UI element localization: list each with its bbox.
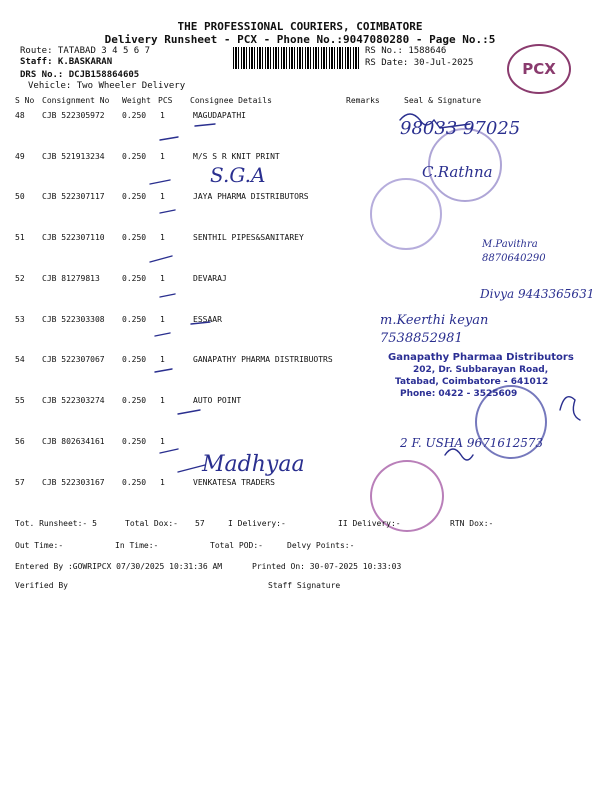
entered-by: Entered By :GOWRIPCX 07/30/2025 10:31:36 AM: [15, 562, 223, 571]
row-weight: 0.250: [122, 478, 147, 487]
col-consignment: Consignment No: [42, 96, 110, 105]
row-consignee: SENTHIL PIPES&SANITAREY: [193, 233, 304, 242]
row-consignment: CJB 521913234: [42, 152, 105, 161]
row-consignee: ESSAAR: [193, 315, 222, 324]
row-consignee: JAYA PHARMA DISTRIBUTORS: [193, 192, 309, 201]
row-pcs: 1: [160, 355, 165, 364]
tot-runsheet: Tot. Runsheet:- 5: [15, 519, 97, 528]
row-sno: 49: [15, 152, 25, 161]
row-sno: 56: [15, 437, 25, 446]
row-sno: 51: [15, 233, 25, 242]
tick-mark: [178, 410, 200, 414]
i-delivery: I Delivery:-: [228, 519, 286, 528]
row-consignee: GANAPATHY PHARMA DISTRIBUOTRS: [193, 355, 333, 364]
rs-number: RS No.: 1588646: [365, 46, 447, 56]
row-consignee: AUTO POINT: [193, 396, 242, 405]
printed-on: Printed On: 30-07-2025 10:33:03: [252, 562, 402, 571]
row-sno: 53: [15, 315, 25, 324]
row-pcs: 1: [160, 437, 165, 446]
seal-stamp: [370, 178, 442, 250]
tick-mark: [160, 294, 175, 297]
row-sno: 50: [15, 192, 25, 201]
row-sno: 55: [15, 396, 25, 405]
row-consignment: CJB 522307117: [42, 192, 105, 201]
row-pcs: 1: [160, 274, 165, 283]
row-sno: 57: [15, 478, 25, 487]
row-pcs: 1: [160, 111, 165, 120]
handwriting-52: Divya 9443365631: [480, 287, 595, 301]
row-weight: 0.250: [122, 192, 147, 201]
handwriting-phone-48: 98033 97025: [400, 118, 521, 139]
row-weight: 0.250: [122, 152, 147, 161]
tick-mark: [191, 322, 210, 324]
dist-stamp-addr1: 202, Dr. Subbarayan Road,: [413, 365, 549, 375]
col-pcs: PCS: [158, 96, 173, 105]
rs-date: RS Date: 30-Jul-2025: [365, 58, 474, 68]
ii-delivery: II Delivery:-: [338, 519, 401, 528]
row-weight: 0.250: [122, 315, 147, 324]
row-sno: 54: [15, 355, 25, 364]
signature-scribble: [560, 397, 580, 420]
row-consignment: CJB 522307110: [42, 233, 105, 242]
row-weight: 0.250: [122, 233, 147, 242]
total-dox-label: Total Dox:-: [125, 519, 178, 528]
drs-number: DRS No.: DCJB158864605: [20, 70, 140, 80]
dist-stamp-addr2: Tatabad, Coimbatore - 641012: [395, 377, 549, 387]
handwriting-51: M.Pavithra 8870640290: [482, 239, 546, 264]
staff-signature: Staff Signature: [268, 581, 341, 590]
row-consignment: CJB 522303167: [42, 478, 105, 487]
row-pcs: 1: [160, 315, 165, 324]
tick-mark: [160, 449, 178, 453]
row-consignment: CJB 802634161: [42, 437, 105, 446]
row-pcs: 1: [160, 233, 165, 242]
col-seal: Seal & Signature: [404, 96, 482, 105]
row-weight: 0.250: [122, 396, 147, 405]
total-pod: Total POD:-: [210, 541, 263, 550]
vehicle: Vehicle: Two Wheeler Delivery: [28, 81, 186, 91]
row-consignment: CJB 522307067: [42, 355, 105, 364]
rtn-dox: RTN Dox:-: [450, 519, 494, 528]
row-pcs: 1: [160, 478, 165, 487]
tick-mark: [178, 465, 205, 472]
row-weight: 0.250: [122, 111, 147, 120]
row-pcs: 1: [160, 396, 165, 405]
pcx-stamp: PCX: [507, 44, 571, 94]
row-consignment: CJB 522303274: [42, 396, 105, 405]
row-weight: 0.250: [122, 437, 147, 446]
handwriting-name-49: C.Rathna: [422, 163, 493, 181]
delvy-points: Delvy Points:-: [287, 541, 355, 550]
row-consignee: M/S S R KNIT PRINT: [193, 152, 280, 161]
row-weight: 0.250: [122, 355, 147, 364]
row-consignment: CJB 81279813: [42, 274, 100, 283]
row-consignee: MAGUDAPATHI: [193, 111, 246, 120]
tick-mark: [150, 256, 172, 262]
handwriting-57: Madhyaa: [202, 452, 305, 477]
tick-mark: [155, 333, 170, 336]
total-dox-value: 57: [195, 519, 205, 528]
out-time: Out Time:-: [15, 541, 64, 550]
route: Route: TATABAD 3 4 5 6 7: [20, 46, 151, 56]
row-consignee: DEVARAJ: [193, 274, 227, 283]
col-consignee: Consignee Details: [190, 96, 272, 105]
row-consignment: CJB 522305972: [42, 111, 105, 120]
row-sno: 48: [15, 111, 25, 120]
verified-by: Verified By: [15, 581, 68, 590]
row-consignee: VENKATESA TRADERS: [193, 478, 275, 487]
in-time: In Time:-: [115, 541, 159, 550]
row-consignment: CJB 522303308: [42, 315, 105, 324]
tick-mark: [150, 180, 170, 184]
col-remarks: Remarks: [346, 96, 380, 105]
dist-stamp-name: Ganapathy Pharmaa Distributors: [388, 352, 574, 363]
handwriting-initials-49: S.G.A: [210, 163, 266, 187]
row-pcs: 1: [160, 192, 165, 201]
dist-stamp-phone: Phone: 0422 - 3525609: [400, 389, 518, 399]
handwriting-56: 2 F. USHA 9671612573: [400, 436, 544, 450]
row-pcs: 1: [160, 152, 165, 161]
runsheet-title: Delivery Runsheet - PCX - Phone No.:9047080280 - Page No.:5: [104, 33, 496, 46]
tick-mark: [160, 137, 178, 140]
company-name: THE PROFESSIONAL COURIERS, COIMBATORE: [177, 20, 423, 33]
tick-mark: [155, 369, 172, 372]
tick-mark: [160, 210, 175, 213]
tick-mark: [195, 124, 215, 126]
row-weight: 0.250: [122, 274, 147, 283]
col-sno: S No: [15, 96, 35, 105]
staff: Staff: K.BASKARAN: [20, 57, 113, 67]
row-sno: 52: [15, 274, 25, 283]
col-weight: Weight: [122, 96, 151, 105]
handwriting-53: m.Keerthi keyan 7538852981: [380, 313, 489, 346]
